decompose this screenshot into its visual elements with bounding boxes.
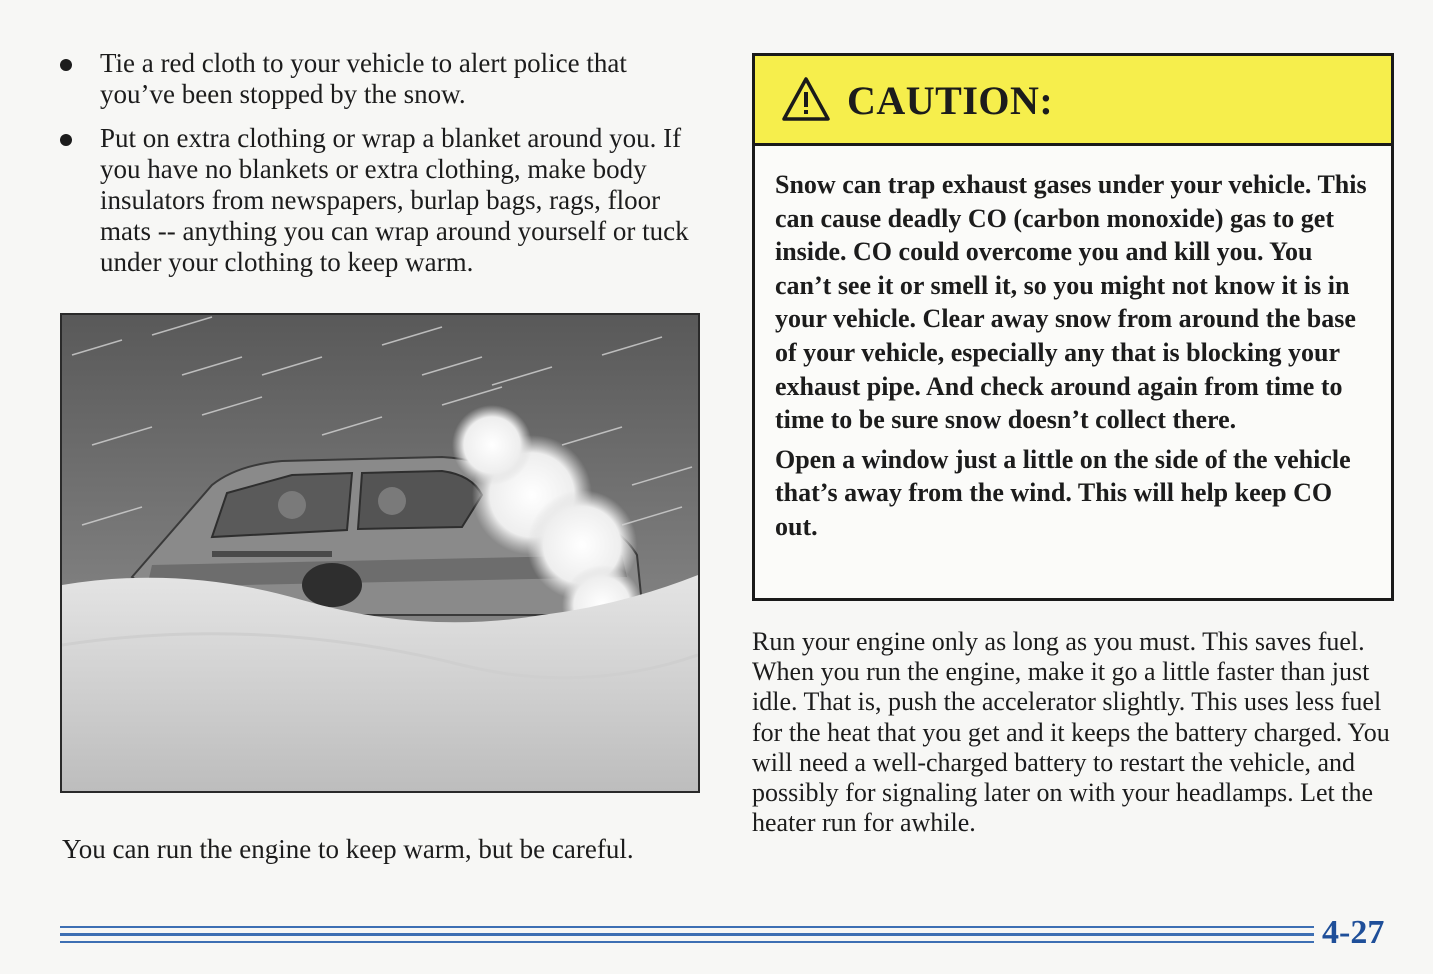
footer-rule-line [60, 933, 1314, 936]
bullet-icon [60, 59, 72, 71]
warning-triangle-icon [781, 76, 831, 122]
footer-rule-line [60, 926, 1314, 928]
bullet-icon [60, 134, 72, 146]
footer-rule [60, 924, 1314, 944]
footer-rule-line [60, 941, 1314, 943]
page-number: 4-27 [1322, 914, 1385, 951]
caution-header [755, 56, 1391, 146]
caution-title: CAUTION: [847, 78, 1054, 123]
caution-box [752, 53, 1394, 601]
bullet-item [58, 48, 708, 110]
bullet-list [58, 48, 708, 291]
bullet-text: Put on extra clothing or wrap a blanket around you. If you have no blankets or extra clothing, make body insulators from newspapers, burlap bags, rags, floor mats -- anything you can wrap around yourself or tuck under your clothing to keep warm. [100, 123, 689, 277]
body-paragraph: Run your engine only as long as you must. This saves fuel. When you run the engine, make it go a little faster than just idle. That is, push the accelerator slightly. This uses less fuel for the heat that you get and it keeps the battery charged. You will need a well-charged battery to restart the vehicle, and possibly for signaling later on with your headlamps. Let the heater run for awhile. [752, 627, 1390, 838]
bullet-text: Tie a red cloth to your vehicle to alert police that you’ve been stopped by the snow. [100, 48, 627, 109]
caution-paragraph: Snow can trap exhaust gases under your vehicle. This can cause deadly CO (carbon monoxide) gas to get inside. CO could overcome you and kill you. You can’t see it or smell it, so you might not know it is in your vehicle. Clear away snow from around the base of your vehicle, especially any that is blocking your exhaust pipe. And check around again from time to time to be sure snow doesn’t collect there. [775, 170, 1367, 435]
snowbound-car-illustration [60, 313, 700, 793]
caution-paragraph: Open a window just a little on the side of the vehicle that’s away from the wind. This will help keep CO out. [775, 444, 1351, 541]
caution-body [775, 168, 1375, 550]
caption-text: You can run the engine to keep warm, but be careful. [62, 834, 634, 864]
bullet-item [58, 123, 708, 278]
